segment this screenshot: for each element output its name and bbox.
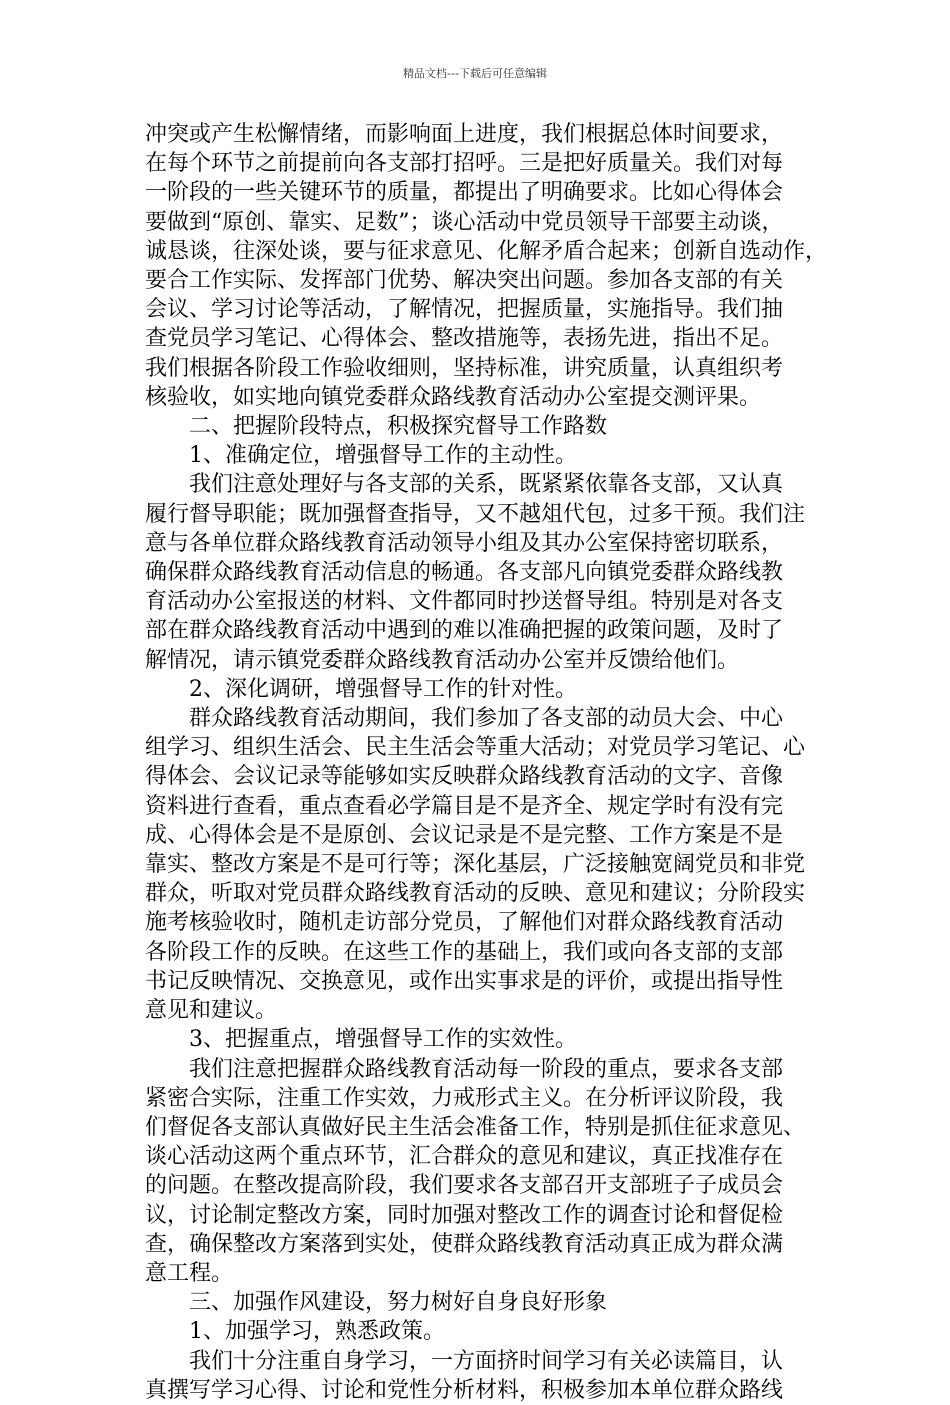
text-line: 冲突或产生松懈情绪，而影响面上进度，我们根据总体时间要求， — [145, 122, 784, 147]
text-line: 诚恳谈，往深处谈，要与征求意见、化解矛盾合起来；创新自选动作， — [145, 238, 828, 264]
text-line: 1、准确定位，增强督导工作的主动性。 — [189, 443, 577, 469]
text-line: 在每个环节之前提前向各支部打招呼。三是把好质量关。我们对每 — [145, 151, 784, 177]
text-line: 们督促各支部认真做好民主生活会准备工作，特别是抓住征求意见、 — [145, 1114, 806, 1140]
text-line: 会议、学习讨论等活动，了解情况，把握质量，实施指导。我们抽 — [145, 297, 784, 323]
text-line: 靠实、整改方案是不是可行等；深化基层，广泛接触宽阔党员和非党 — [145, 852, 806, 878]
text-line: 要做到“原创、靠实、足数”；谈心活动中党员领导干部要主动谈， — [145, 209, 784, 235]
text-line: 意工程。 — [145, 1260, 234, 1286]
text-line: 资料进行查看，重点查看必学篇目是不是齐全、规定学时有没有完 — [145, 793, 784, 819]
text-line: 真撰写学习心得、讨论和党性分析材料，积极参加本单位群众路线 — [145, 1377, 784, 1403]
text-line: 解情况，请示镇党委群众路线教育活动办公室并反馈给他们。 — [145, 647, 740, 673]
page-header: 精品文档---下载后可任意编辑 — [403, 67, 547, 80]
text-line: 二、把握阶段特点，积极探究督导工作路数 — [189, 414, 608, 440]
text-line: 意见和建议。 — [145, 998, 278, 1024]
text-line: 得体会、会议记录等能够如实反映群众路线教育活动的文字、音像 — [145, 764, 784, 790]
document-body — [145, 120, 828, 1405]
text-line: 议，讨论制定整改方案，同时加强对整改工作的调查讨论和督促检 — [145, 1202, 784, 1228]
text-line: 一阶段的一些关键环节的质量，都提出了明确要求。比如心得体会 — [145, 180, 784, 206]
text-line: 谈心活动这两个重点环节，汇合群众的意见和建议，真正找准存在 — [145, 1144, 784, 1170]
text-line: 施考核验收时，随机走访部分党员，了解他们对群众路线教育活动 — [145, 910, 784, 936]
text-line: 我们注意处理好与各支部的关系，既紧紧依靠各支部，又认真 — [189, 472, 784, 498]
text-line: 我们根据各阶段工作验收细则，坚持标准，讲究质量，认真组织考 — [145, 355, 784, 381]
text-line: 履行督导职能；既加强督查指导，又不越俎代包，过多干预。我们注 — [145, 501, 806, 527]
text-line: 查，确保整改方案落到实处，使群众路线教育活动真正成为群众满 — [145, 1231, 784, 1257]
text-line: 我们注意把握群众路线教育活动每一阶段的重点，要求各支部 — [189, 1056, 784, 1082]
text-line: 组学习、组织生活会、民主生活会等重大活动；对党员学习笔记、心 — [145, 735, 806, 761]
text-line: 2、深化调研，增强督导工作的针对性。 — [189, 676, 577, 702]
text-line: 要合工作实际、发挥部门优势、解决突出问题。参加各支部的有关 — [145, 268, 784, 294]
text-line: 育活动办公室报送的材料、文件都同时抄送督导组。特别是对各支 — [145, 589, 784, 615]
text-line: 核验收，如实地向镇党委群众路线教育活动办公室提交测评果。 — [145, 384, 762, 410]
text-line: 三、加强作风建设，努力树好自身良好形象 — [189, 1290, 608, 1316]
text-line: 紧密合实际，注重工作实效，力戒形式主义。在分析评议阶段，我 — [145, 1085, 784, 1111]
text-line: 我们十分注重自身学习，一方面挤时间学习有关必读篇目，认 — [189, 1348, 784, 1374]
text-line: 3、把握重点，增强督导工作的实效性。 — [189, 1027, 577, 1053]
text-line: 的问题。在整改提高阶段，我们要求各支部召开支部班子子成员会 — [145, 1173, 784, 1199]
text-line: 书记反映情况、交换意见，或作出实事求是的评价，或提出指导性 — [145, 968, 784, 994]
text-line: 成、心得体会是不是原创、会议记录是不是完整、工作方案是不是 — [145, 822, 784, 848]
text-line: 群众路线教育活动期间，我们参加了各支部的动员大会、中心 — [189, 706, 784, 732]
text-line: 各阶段工作的反映。在这些工作的基础上，我们或向各支部的支部 — [145, 939, 784, 965]
text-line: 确保群众路线教育活动信息的畅通。各支部凡向镇党委群众路线教 — [145, 560, 784, 586]
text-line: 群众，听取对党员群众路线教育活动的反映、意见和建议；分阶段实 — [145, 881, 806, 907]
text-line: 意与各单位群众路线教育活动领导小组及其办公室保持密切联系， — [145, 530, 784, 556]
text-line: 1、加强学习，熟悉政策。 — [189, 1319, 445, 1345]
text-line: 部在群众路线教育活动中遇到的难以准确把握的政策问题，及时了 — [145, 618, 784, 644]
text-line: 查党员学习笔记、心得体会、整改措施等，表扬先进，指出不足。 — [145, 326, 784, 352]
